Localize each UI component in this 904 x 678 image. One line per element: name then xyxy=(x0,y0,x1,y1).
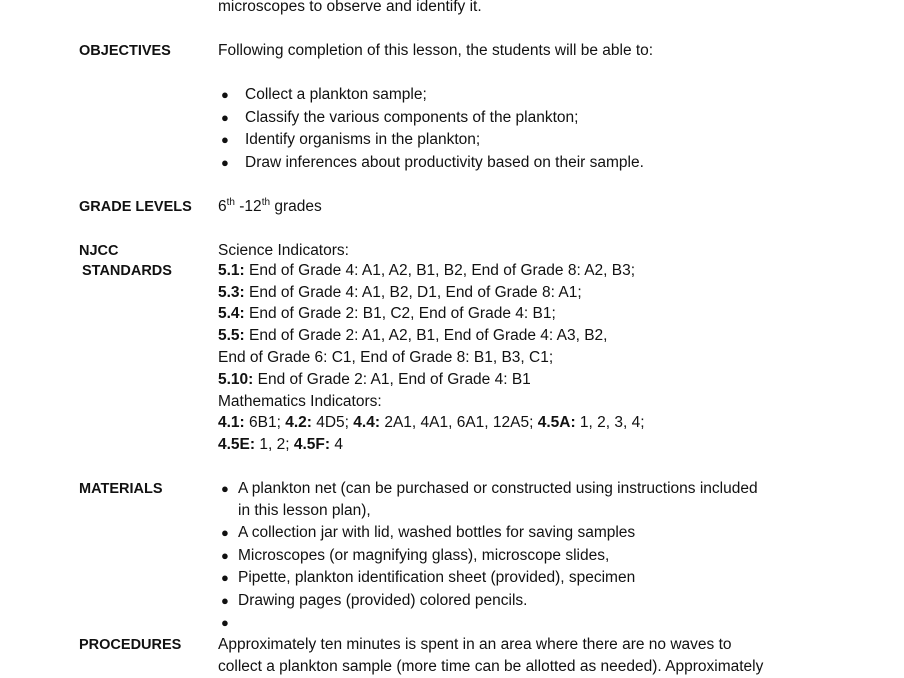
objective-item: Collect a plankton sample; xyxy=(245,86,427,103)
bullet-icon: ● xyxy=(221,481,229,496)
material-item-cont: in this lesson plan), xyxy=(238,502,371,519)
intro-text-tail: microscopes to observe and identify it. xyxy=(218,0,482,15)
bullet-icon: ● xyxy=(221,87,229,102)
bullet-icon: ● xyxy=(221,155,229,170)
bullet-icon: ● xyxy=(221,570,229,585)
grade-levels-label: GRADE LEVELS xyxy=(79,199,192,215)
material-item: A plankton net (can be purchased or constructed using instructions included xyxy=(238,480,758,497)
objective-item: Draw inferences about productivity based on their sample. xyxy=(245,154,644,171)
procedures-text: collect a plankton sample (more time can be allotted as needed). Approximately xyxy=(218,658,764,675)
bullet-icon: ● xyxy=(221,110,229,125)
math-indicator-line: 4.5E: 1, 2; 4.5F: 4 xyxy=(218,436,343,453)
bullet-icon: ● xyxy=(221,615,229,630)
njcc-label: NJCC xyxy=(79,243,119,259)
bullet-icon: ● xyxy=(221,548,229,563)
grade-levels-value: 6th -12th grades xyxy=(218,196,322,215)
procedures-label: PROCEDURES xyxy=(79,637,182,653)
material-item: Drawing pages (provided) colored pencils. xyxy=(238,592,528,609)
objective-item: Classify the various components of the plankton; xyxy=(245,109,579,126)
science-indicator-line: 5.1: End of Grade 4: A1, A2, B1, B2, End of Grade 8: A2, B3; xyxy=(218,262,636,279)
bullet-icon: ● xyxy=(221,132,229,147)
science-indicators-heading: Science Indicators: xyxy=(218,242,349,259)
objective-item: Identify organisms in the plankton; xyxy=(245,131,481,148)
bullet-icon: ● xyxy=(221,593,229,608)
material-item: Microscopes (or magnifying glass), microscope slides, xyxy=(238,547,610,564)
science-indicator-line: 5.4: End of Grade 2: B1, C2, End of Grade 4: B1; xyxy=(218,305,556,322)
math-indicators-heading: Mathematics Indicators: xyxy=(218,393,382,410)
material-item: Pipette, plankton identification sheet (provided), specimen xyxy=(238,569,636,586)
objectives-lead: Following completion of this lesson, the students will be able to: xyxy=(218,42,654,59)
science-indicator-line: 5.5: End of Grade 2: A1, A2, B1, End of Grade 4: A3, B2, xyxy=(218,327,608,344)
science-indicator-cont: End of Grade 6: C1, End of Grade 8: B1, B3, C1; xyxy=(218,349,554,366)
material-item: A collection jar with lid, washed bottles for saving samples xyxy=(238,524,636,541)
science-indicator-line: 5.3: End of Grade 4: A1, B2, D1, End of Grade 8: A1; xyxy=(218,284,582,301)
science-indicator-line: 5.10: End of Grade 2: A1, End of Grade 4: B1 xyxy=(218,371,531,388)
procedures-text: Approximately ten minutes is spent in an area where there are no waves to xyxy=(218,636,732,653)
standards-label: STANDARDS xyxy=(82,263,172,279)
objectives-label: OBJECTIVES xyxy=(79,43,171,59)
math-indicator-line: 4.1: 6B1; 4.2: 4D5; 4.4: 2A1, 4A1, 6A1, 12A5; 4.5A: 1, 2, 3, 4; xyxy=(218,414,645,431)
materials-label: MATERIALS xyxy=(79,481,163,497)
bullet-icon: ● xyxy=(221,525,229,540)
